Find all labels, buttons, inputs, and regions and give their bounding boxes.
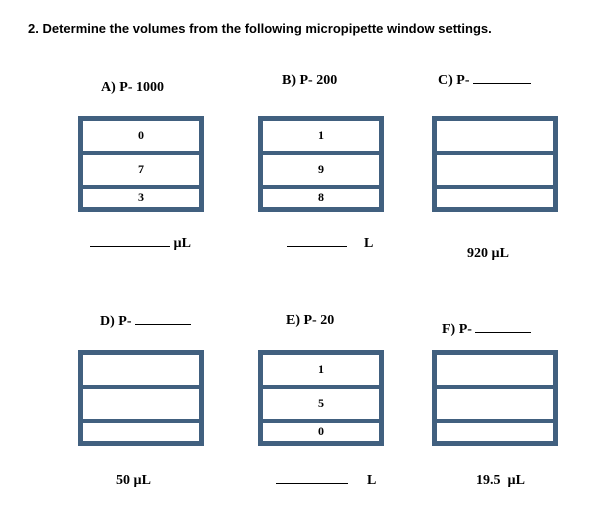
label-blank [475, 332, 531, 333]
digit-2 [437, 155, 553, 183]
digit-3: 0 [318, 424, 324, 438]
digit-1 [437, 121, 553, 149]
digit-3 [437, 183, 553, 211]
pipette-d-label: D) P- [100, 314, 191, 330]
pipette-e-window [258, 350, 384, 446]
pipette-b-window [258, 116, 384, 212]
pipette-a-window [78, 116, 204, 212]
digit-2: 9 [318, 162, 324, 176]
pipette-d-answer: 50 µL [116, 473, 151, 488]
pipette-a-answer: µL [90, 236, 191, 252]
pipette-c-answer: 920 µL [467, 246, 509, 261]
answer-blank [90, 246, 170, 247]
digit-3: 8 [318, 190, 324, 204]
label-blank [473, 83, 531, 84]
pipette-c-window [432, 116, 558, 212]
digit-2 [83, 389, 199, 417]
digit-1: 1 [318, 362, 324, 376]
pipette-f-label: F) P- [442, 322, 531, 338]
digit-2 [437, 389, 553, 417]
pipette-c-label: C) P- [438, 73, 531, 89]
digit-1: 0 [138, 128, 144, 142]
pipette-a-label: A) P- 1000 [101, 80, 164, 95]
answer-blank [287, 246, 347, 247]
digit-1 [83, 355, 199, 383]
pipette-e-answer: L [276, 473, 376, 489]
digit-2: 5 [318, 396, 324, 410]
question-heading: 2. Determine the volumes from the following micropipette window settings. [28, 21, 492, 36]
digit-3: 3 [138, 190, 144, 204]
digit-3 [83, 417, 199, 445]
label-blank [135, 324, 191, 325]
digit-2: 7 [138, 162, 144, 176]
pipette-b-label: B) P- 200 [282, 73, 338, 88]
pipette-d-window [78, 350, 204, 446]
pipette-f-window [432, 350, 558, 446]
pipette-b-answer: L [287, 236, 373, 252]
pipette-f-answer: 19.5 µL [476, 473, 525, 488]
digit-3 [437, 417, 553, 445]
pipette-e-label: E) P- 20 [286, 313, 335, 328]
digit-1 [437, 355, 553, 383]
answer-blank [276, 483, 348, 484]
digit-1: 1 [318, 128, 324, 142]
